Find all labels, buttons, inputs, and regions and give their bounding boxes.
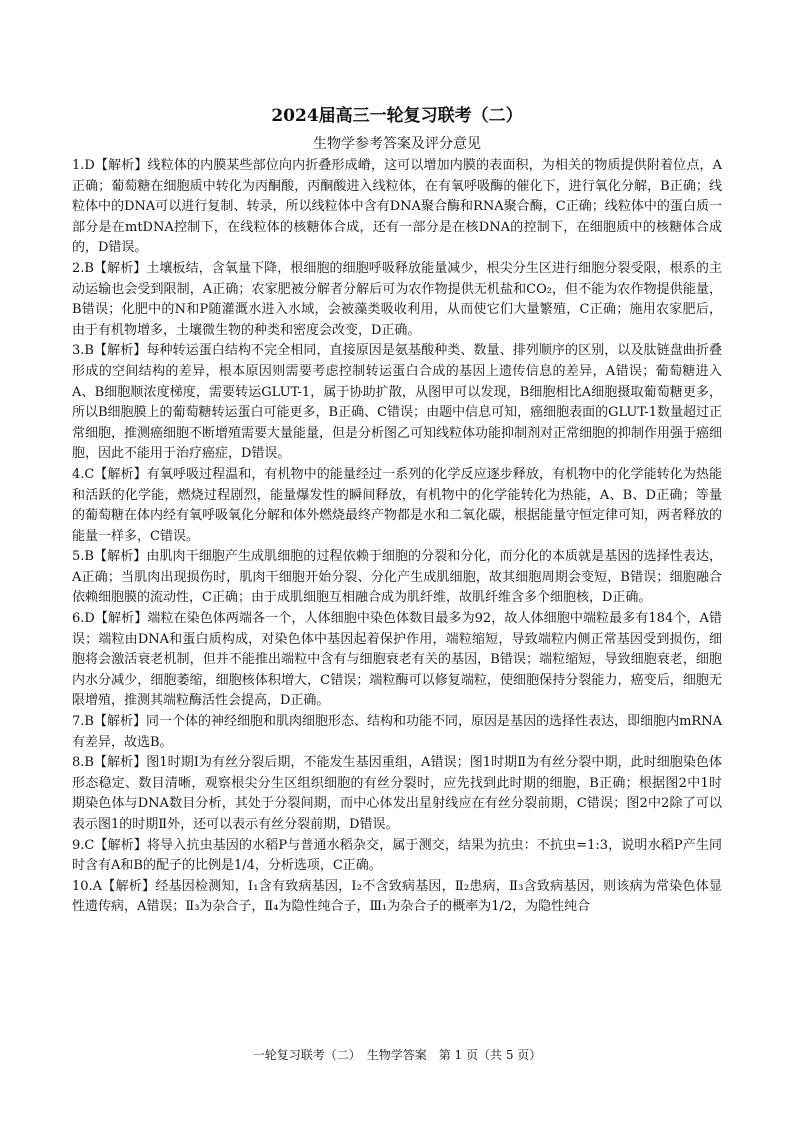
answer-item-7 [72,712,722,753]
answer-item-5 [72,547,722,609]
analysis-text: 将导入抗虫基因的水稻P与普通水稻杂交，属于测交，结果为抗虫：不抗虫=1:3，说明水稻P产生同时含有A和B的配子的比例是1/4，分析选项，C正确。 [72,837,722,874]
analysis-tag: 【解析】 [94,466,147,482]
analysis-text: 经基因检测知，Ⅰ₁含有致病基因，Ⅰ₂不含致病基因，Ⅱ₂患病，Ⅱ₃含致病基因，则该病为常染色体显性遗传病，A错误；Ⅱ₃为杂合子，Ⅱ₄为隐性纯合子，Ⅲ₁为杂合子的概率为1/2，为隐性纯合 [72,878,722,915]
analysis-tag: 【解析】 [93,755,147,771]
answer-item-10 [72,877,722,918]
analysis-tag: 【解析】 [93,260,147,276]
page-subtitle: 生物学参考答案及评分意见 [313,136,481,152]
answer-number: 5.B [72,549,94,565]
answer-number: 9.C [72,837,95,853]
analysis-text: 线粒体的内膜某些部位向内折叠形成嵴，这可以增加内膜的表面积，为相关的物质提供附着位点，A正确；葡萄糖在细胞质中转化为丙酮酸，丙酮酸进入线粒体，在有氧呼吸酶的催化下，进行氧化分解，B正确；线粒体中的DNA可以进行复制、转录，所以线粒体中含有DNA聚合酶和RNA聚合酶，C正确；线粒体中的蛋白质一部分是在mtDNA控制下，在线粒体的核糖体合成，还有一部分是在核DNA的控制下，在细胞质中的核糖体合成的，D错误。 [72,158,722,256]
analysis-tag: 【解析】 [93,549,147,565]
page-title: 2024届高三一轮复习联考（二） [271,106,523,126]
analysis-text: 有氧呼吸过程温和，有机物中的能量经过一系列的化学反应逐步释放，有机物中的化学能转化为热能和活跃的化学能，燃烧过程剧烈，能量爆发性的瞬间释放，有机物中的化学能转化为热能，A、B、D正确；等量的葡萄糖在体内经有氧呼吸氧化分解和体外燃烧最终产物都是水和二氧化碳，根据能量守恒定律可知，两者释放的能量一样多，C错误。 [72,466,723,544]
analysis-text: 端粒在染色体两端各一个，人体细胞中染色体数目最多为92，故人体细胞中端粒最多有184个，A错误；端粒由DNA和蛋白质构成，对染色体中基因起着保护作用，端粒缩短，导致端粒内侧正常基因受到损伤，细胞将会激活衰老机制，但并不能推出端粒中含有与细胞衰老有关的基因，B错误；端粒缩短，导致细胞衰老，细胞内水分减少，细胞萎缩，细胞核体积增大，C错误；端粒酶可以修复端粒，使细胞保持分裂能力，癌变后，细胞无限增殖，推测其端粒酶活性会提高，D正确。 [72,611,722,709]
analysis-tag: 【解析】 [94,158,148,173]
analysis-tag: 【解析】 [93,343,147,359]
answer-item-3 [72,341,722,465]
answer-item-8 [72,753,722,835]
answer-item-6 [72,609,722,712]
analysis-tag: 【解析】 [93,714,146,730]
answer-item-4 [72,465,722,547]
answer-item-9 [72,836,722,877]
page-footer: 一轮复习联考（二） 生物学答案 第 1 页（共 5 页） [252,1048,542,1062]
answer-number: 3.B [72,343,94,359]
answer-number: 7.B [72,714,94,730]
answer-number: 8.B [72,755,94,771]
answer-number: 6.D [72,611,95,627]
answer-number: 1.D [72,158,95,173]
answer-number: 2.B [72,260,94,276]
analysis-tag: 【解析】 [102,878,156,894]
answer-number: 10.A [72,878,103,894]
analysis-tag: 【解析】 [94,837,148,853]
answer-list [72,156,722,918]
analysis-text: 土壤板结，含氧量下降，根细胞的细胞呼吸释放能量减少，根尖分生区进行细胞分裂受限，根系的主动运输也会受到限制，A正确；农家肥被分解者分解后可为农作物提供无机盐和CO₂，但不能为农作物提供能量，B错误；化肥中的N和P随灌溉水进入水域，会被藻类吸收利用，从而使它们大量繁殖，C正确；施用农家肥后，由于有机物增多，土壤微生物的种类和密度会改变，D正确。 [72,260,722,338]
answer-item-1 [72,156,722,259]
answer-item-2 [72,259,722,341]
analysis-text: 图1时期Ⅰ为有丝分裂后期，不能发生基因重组，A错误；图1时期Ⅱ为有丝分裂中期，此时细胞染色体形态稳定、数目清晰，观察根尖分生区组织细胞的有丝分裂时，应先找到此时期的细胞，B正确；根据图2中1时期染色体与DNA数目分析，其处于分裂间期，而中心体发出星射线应在有丝分裂前期，C错误；图2中2除了可以表示图1的时期Ⅱ外，还可以表示有丝分裂前期，D错误。 [72,755,722,832]
analysis-text: 每种转运蛋白结构不完全相同，直接原因是氨基酸种类、数量、排列顺序的区别，以及肽链盘曲折叠形成的空间结构的差异，根本原因则需要考虑控制转运蛋白合成的基因上遗传信息的差异，A错误；葡萄糖进入A、B细胞顺浓度梯度，需要转运GLUT-1，属于协助扩散，从图甲可以发现，B细胞相比A细胞摄取葡萄糖更多，所以B细胞膜上的葡萄糖转运蛋白可能更多，B正确、C错误；由题中信息可知，癌细胞表面的GLUT-1数量超过正常细胞，推测癌细胞不断增殖需要大量能量，但是分析图乙可知线粒体功能抑制剂对正常细胞的抑制作用强于癌细胞，因此不能用于治疗癌症，D错误。 [72,343,723,462]
answer-number: 4.C [72,466,95,482]
analysis-tag: 【解析】 [94,611,148,627]
analysis-text: 同一个体的神经细胞和肌肉细胞形态、结构和功能不同，原因是基因的选择性表达，即细胞内mRNA有差异，故选B。 [72,714,722,750]
analysis-text: 由肌肉干细胞产生成肌细胞的过程依赖于细胞的分裂和分化，而分化的本质就是基因的选择性表达，A正确；当肌肉出现损伤时，肌肉干细胞开始分裂、分化产生成肌细胞，故其细胞周期会变短，B错误；细胞融合依赖细胞膜的流动性，C正确；由于成肌细胞互相融合成为肌纤维，故肌纤维含多个细胞核，D正确。 [72,549,722,606]
